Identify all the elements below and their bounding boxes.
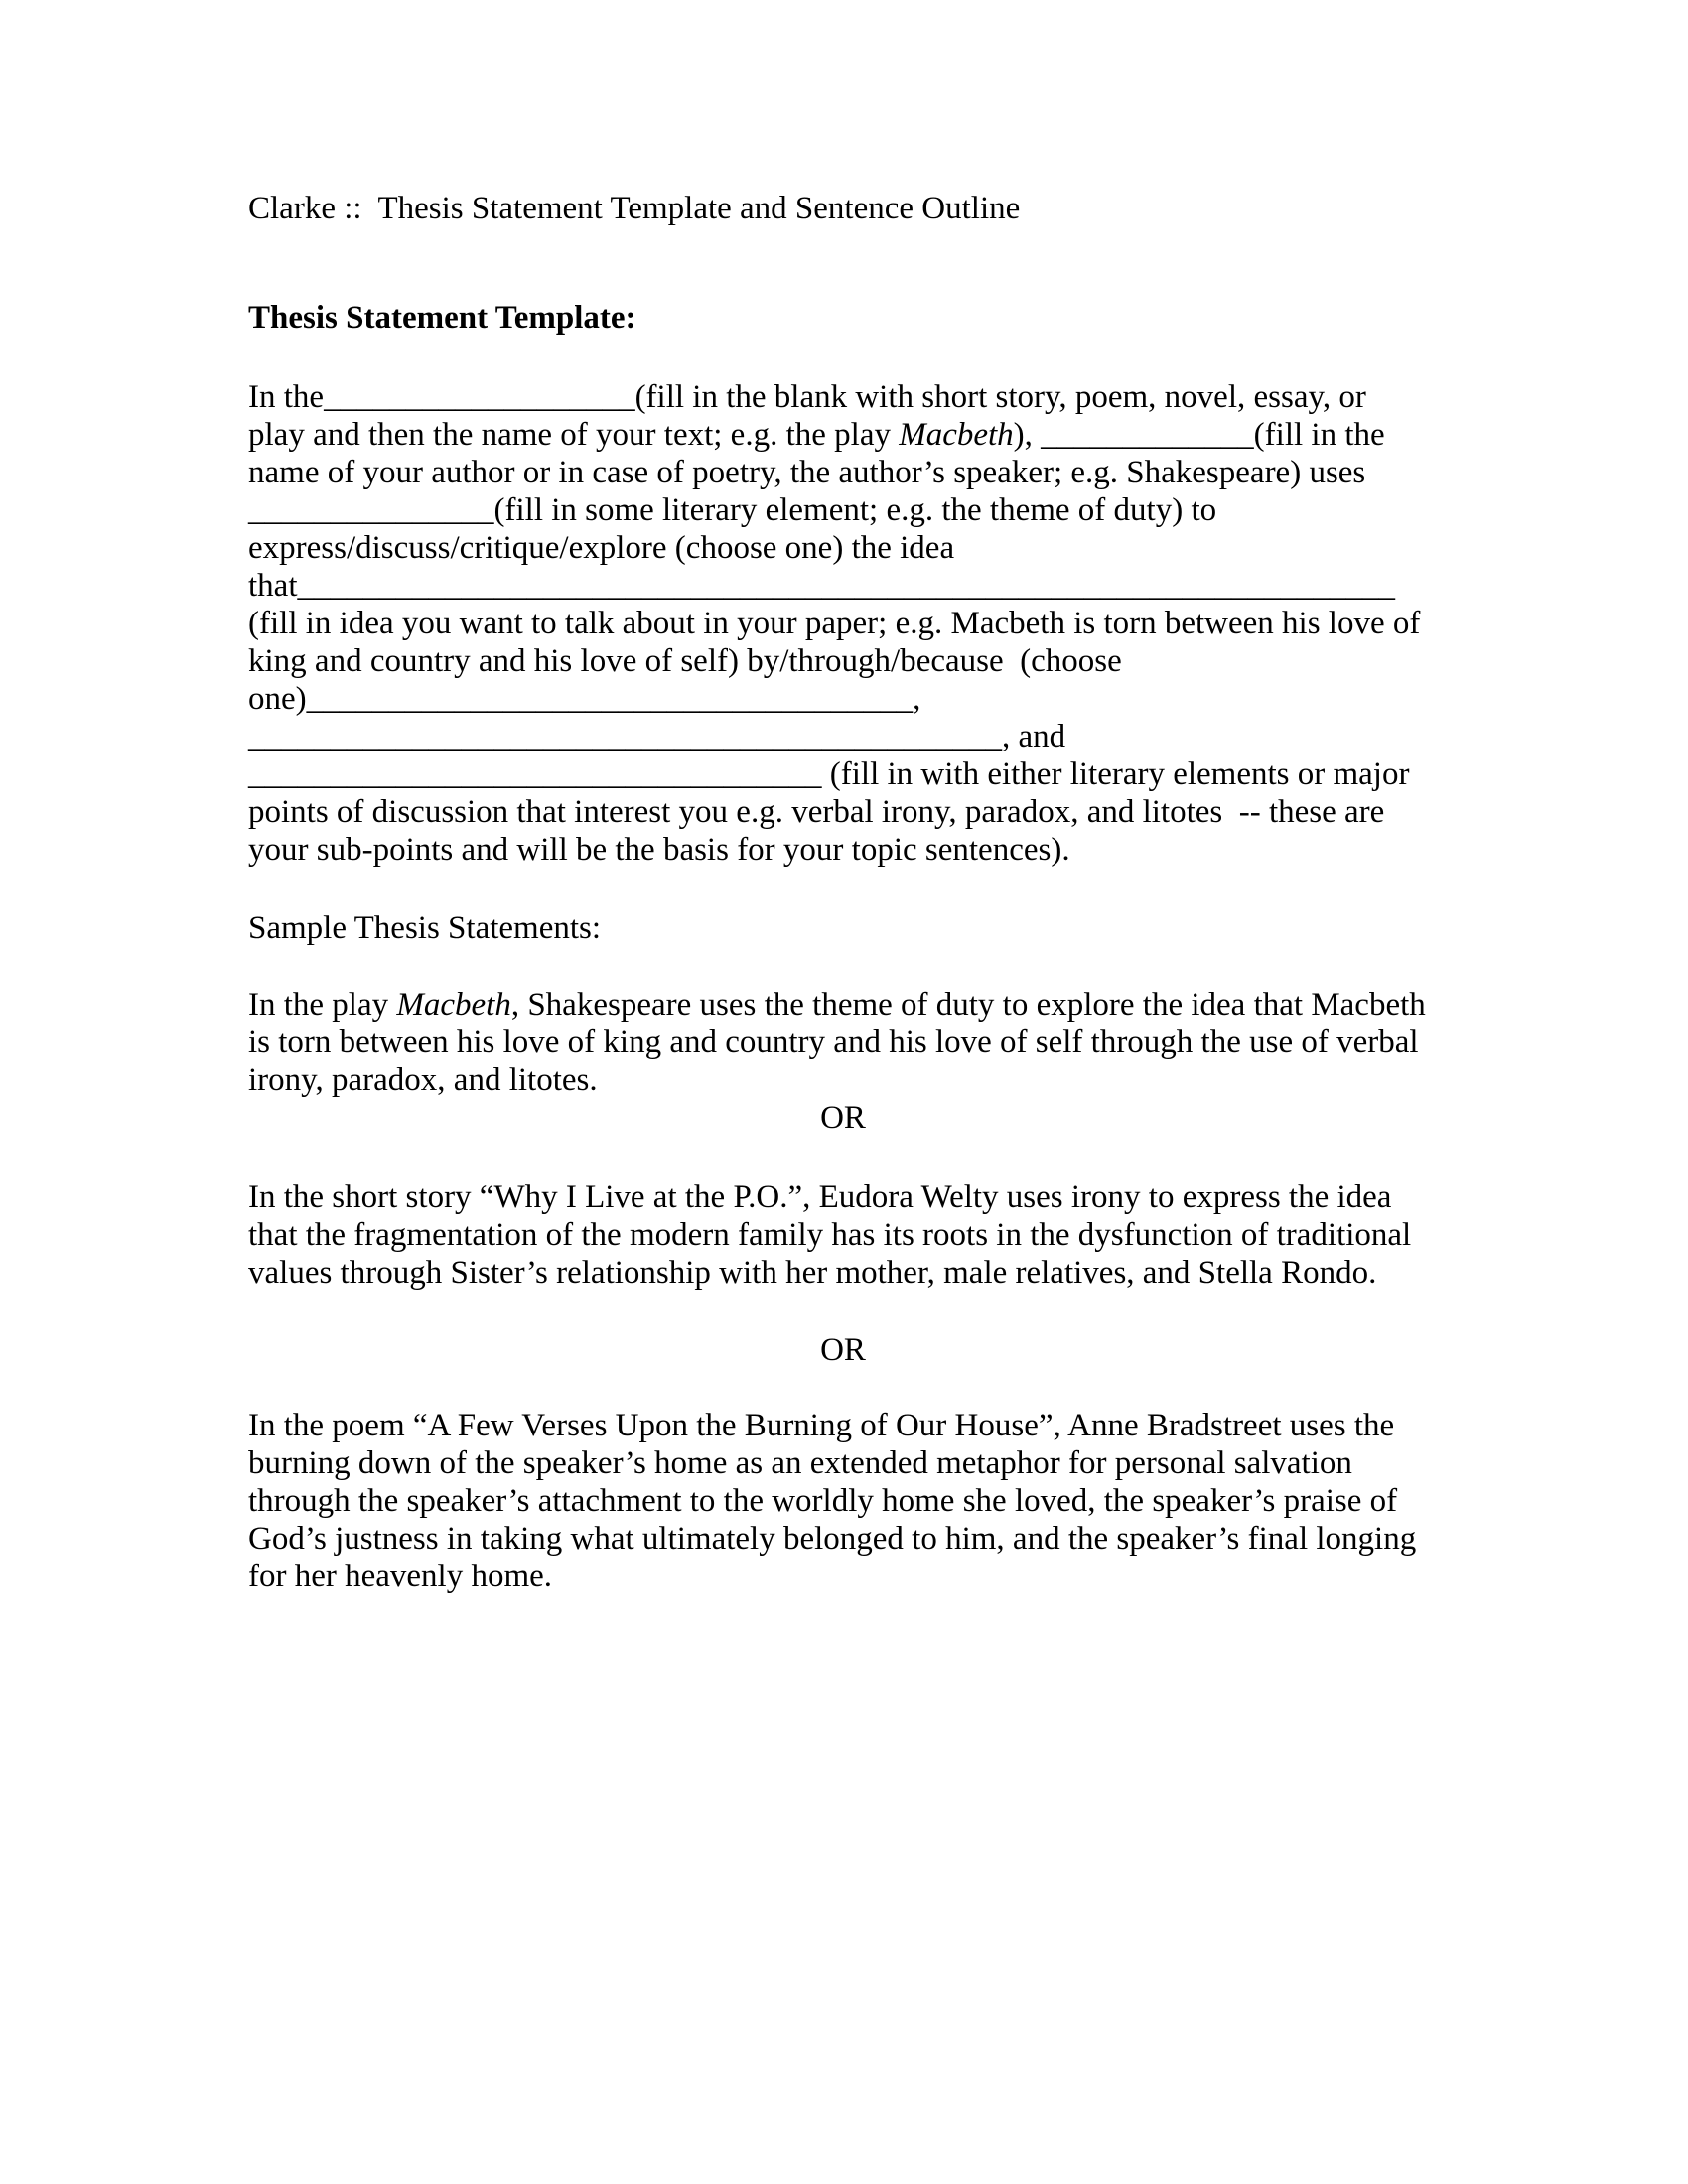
text-segment: irony, paradox, and litotes. [248, 1062, 598, 1098]
text-segment: (fill in the blank with short story, poem, novel, essay, or [634, 379, 1366, 415]
blank-underline: ___________________________________ [248, 756, 822, 792]
text-line [248, 454, 1438, 491]
samples-heading: Sample Thesis Statements: [248, 910, 602, 946]
text-segment: express/discuss/critique/explore (choose one) the idea [248, 530, 955, 566]
text-segment: is torn between his love of king and country and his love of self through the use of verbal [248, 1024, 1419, 1060]
sample-thesis-3 [248, 1407, 1438, 1595]
text-line [248, 755, 1438, 793]
text-line [248, 605, 1438, 642]
text-segment: (fill in some literary element; e.g. the theme of duty) to [493, 492, 1217, 528]
document-content [248, 190, 1438, 1595]
text-segment: In the play [248, 987, 397, 1023]
italic-text: Macbeth [396, 987, 511, 1023]
text-line [248, 416, 1438, 454]
or-divider-2: OR [820, 1332, 866, 1368]
text-segment: burning down of the speaker’s home as an extended metaphor for personal salvation [248, 1445, 1352, 1481]
text-segment: (fill in with either literary elements or major [821, 756, 1410, 792]
text-line [248, 986, 1438, 1024]
blank-underline: _______________ [248, 492, 494, 528]
text-line [248, 1254, 1438, 1292]
sample-thesis-2 [248, 1178, 1438, 1292]
text-segment: name of your author or in case of poetry, the author’s speaker; e.g. Shakespeare) uses [248, 455, 1366, 490]
or-divider-1: OR [820, 1100, 866, 1136]
text-segment: one) [248, 681, 307, 717]
text-line [248, 718, 1438, 755]
text-line [248, 793, 1438, 831]
sample-thesis-1 [248, 986, 1438, 1099]
text-segment: God’s justness in taking what ultimately belonged to him, and the speaker’s final longing [248, 1521, 1417, 1557]
text-line [248, 1482, 1438, 1520]
text-line [248, 1444, 1438, 1482]
text-segment: your sub-points and will be the basis for your topic sentences). [248, 832, 1070, 868]
text-segment: In the short story “Why I Live at the P.O.”, Eudora Welty uses irony to express the idea [248, 1179, 1392, 1215]
text-line [248, 1407, 1438, 1444]
text-segment: points of discussion that interest you e.g. verbal irony, paradox, and litotes -- these are [248, 794, 1385, 830]
text-segment: , Shakespeare uses the theme of duty to explore the idea that Macbeth [510, 987, 1426, 1023]
text-segment: king and country and his love of self) by/through/because (choose [248, 643, 1122, 679]
text-segment: In the [248, 379, 325, 415]
text-line [248, 642, 1438, 680]
text-segment: (fill in idea you want to talk about in your paper; e.g. Macbeth is torn between his love of [248, 606, 1421, 641]
text-line [248, 831, 1438, 869]
text-line [248, 1558, 1438, 1595]
text-segment: through the speaker’s attachment to the worldly home she loved, the speaker’s praise of [248, 1483, 1398, 1519]
text-segment: that the fragmentation of the modern family has its roots in the dysfunction of traditional [248, 1217, 1412, 1253]
document-title: Clarke :: Thesis Statement Template and Sentence Outline [248, 191, 1021, 226]
text-segment: that [248, 568, 298, 604]
text-segment: values through Sister’s relationship with her mother, male relatives, and Stella Rondo. [248, 1255, 1377, 1291]
blank-underline: ___________________ [324, 379, 635, 415]
text-line [248, 567, 1438, 605]
text-segment: ), [1013, 417, 1042, 453]
text-line [248, 1024, 1438, 1061]
blank-underline: _____________ [1041, 417, 1254, 453]
text-segment: , and [1002, 719, 1066, 754]
blank-underline: ___________________________________________________________________ [297, 568, 1395, 604]
text-line [248, 529, 1438, 567]
text-line [248, 491, 1438, 529]
italic-text: Macbeth [899, 417, 1014, 453]
text-segment: (fill in the [1253, 417, 1385, 453]
text-line [248, 1178, 1438, 1216]
text-line [248, 1520, 1438, 1558]
text-segment: , [913, 681, 921, 717]
text-line [248, 378, 1438, 416]
text-line [248, 680, 1438, 718]
text-segment: for her heavenly home. [248, 1559, 553, 1594]
text-line [248, 1061, 1438, 1099]
template-heading: Thesis Statement Template: [248, 300, 636, 336]
text-segment: In the poem “A Few Verses Upon the Burning of Our House”, Anne Bradstreet uses the [248, 1408, 1395, 1443]
template-paragraph [248, 378, 1438, 869]
text-segment: play and then the name of your text; e.g. the play [248, 417, 900, 453]
blank-underline: ______________________________________________ [248, 719, 1002, 754]
blank-underline: _____________________________________ [306, 681, 914, 717]
text-line [248, 1216, 1438, 1254]
